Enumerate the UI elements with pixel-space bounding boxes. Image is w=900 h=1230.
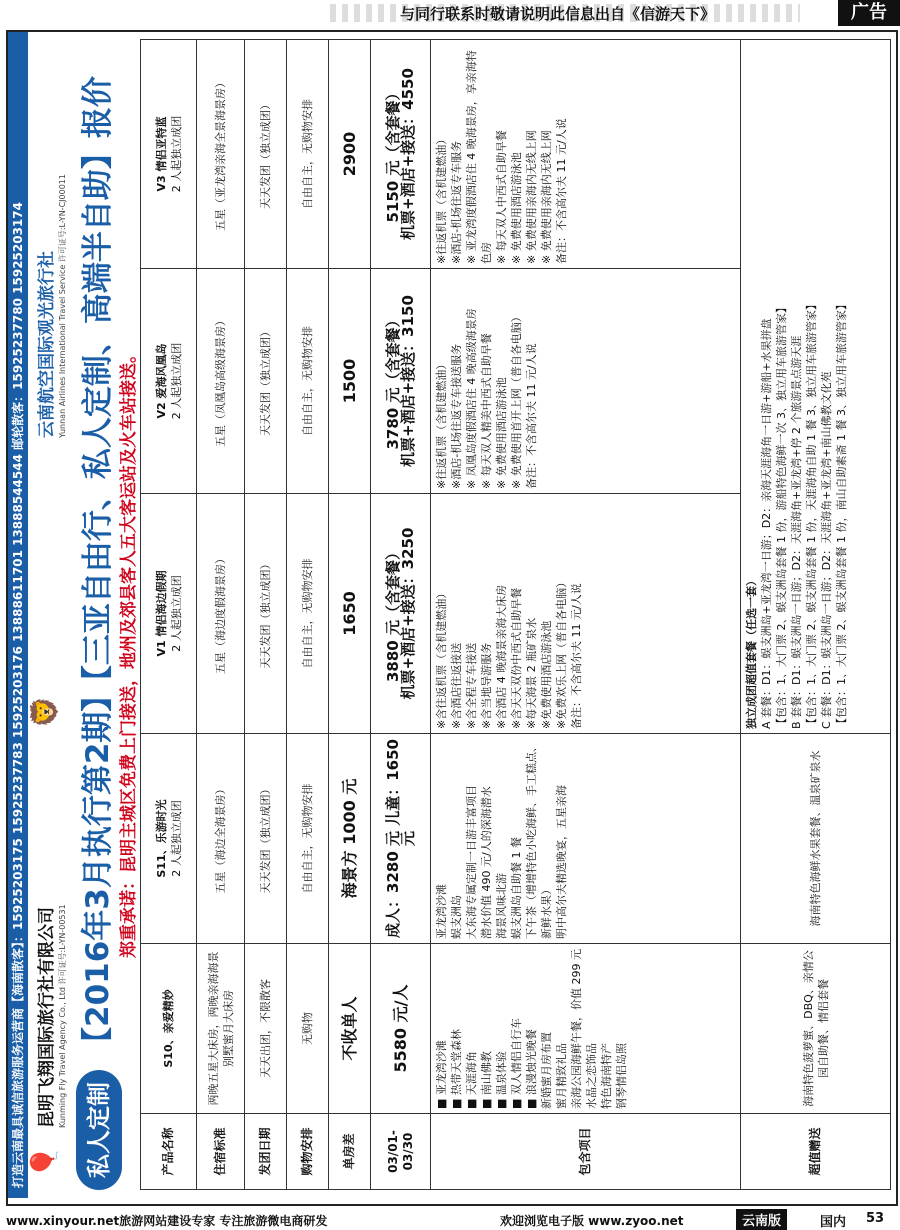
price-alt: 机票+酒店+接送：3250: [398, 527, 417, 700]
rotated-content: [8, 32, 892, 1198]
gift-cell: 海南特色海鲜水果套餐、温泉矿泉水: [741, 734, 891, 944]
list-item: ※含当地导游服务: [480, 642, 493, 729]
left-company-sub: Kunming Fly Travel Agency Co., Ltd 许可证号:L-YN-00531: [58, 904, 67, 1128]
list-item: ■ 天涯海角: [465, 1051, 478, 1109]
list-item: 【包含：1、大门票 2、蜈支洲岛套餐 1 份，南山自助素斋 1 餐 3、独立用车旅游管家】: [835, 299, 848, 729]
list-item: ※酒店-机场往返专车服务: [450, 140, 463, 264]
single-cell: 2900: [329, 40, 371, 269]
list-item: ※免费欢乐上网（普自各电脑）: [555, 576, 568, 729]
list-item: 蜈支洲岛: [450, 895, 463, 939]
promise-line: 郑重承诺：昆明主城区免费上门接送，地州及郊县客人五大客运站及火车站接送。: [119, 346, 139, 958]
shopping-cell: 自由自主，无购物安排: [287, 494, 329, 734]
row-label: 03/01-03/30: [371, 1114, 431, 1190]
price-cell: 成人：3280 元 儿童：1650 元: [371, 734, 431, 944]
table-row: [431, 40, 741, 1190]
list-item: ※ 免费使用亲海内无线上网: [540, 130, 553, 264]
list-item: ※含酒店 4 晚海景亲海大床房: [495, 584, 508, 729]
row-label: 超值赠送: [741, 1114, 891, 1190]
list-item: ※含往返机票（含机建燃油）: [435, 587, 448, 729]
page-title: 【2016年3月执行第2期】【三亚自由行、私人定制、高端半自助】报价: [80, 76, 116, 1058]
product-name: [141, 40, 197, 269]
list-item: 蜈支洲岛自助餐 1 餐: [510, 837, 523, 939]
list-item: ※ 每天双人中西式自助早餐: [495, 130, 508, 264]
price-main: 3780 元（含套餐）: [383, 312, 402, 450]
product-sub: 2 人起独立成团: [169, 342, 183, 420]
shopping-cell: 自由自主，无购物安排: [287, 40, 329, 269]
list-item: ※含全程专车接送: [465, 642, 478, 729]
top-notice: 与同行联系时敬请说明此信息出自《信游天下》: [400, 5, 716, 23]
date-cell: 天天发团（独立成团）: [245, 40, 287, 269]
row-label: 住宿标准: [197, 1114, 245, 1190]
product-name-text: S10、亲爱精妙: [162, 989, 175, 1068]
list-item: ※含天天双份中西式自助早餐: [510, 587, 523, 729]
header: [28, 32, 68, 1198]
footer-left: www.xinyour.net旅游网站建设专家 专注旅游微电商研发: [6, 1214, 328, 1228]
list-item: ■ 热带天堂森林: [450, 1029, 463, 1109]
items-cell: [431, 269, 741, 494]
footer: [0, 1208, 900, 1230]
items-cell: [431, 494, 741, 734]
product-name: [141, 734, 197, 944]
list-item: 【包含：1、大门票 2、蜈支洲岛套餐 1 份，游船特色海鲜一次 3、独立用车旅游管家】: [775, 302, 788, 729]
row-label: 产品名称: [141, 1114, 197, 1190]
list-item: A 套餐：D1：蜈支洲岛+亚龙湾一日游；D2：亲海天涯海角一日游+游船+水果拼盘: [760, 318, 773, 729]
price-cell: [371, 269, 431, 494]
product-name: [141, 944, 197, 1114]
table-row: [741, 40, 891, 1190]
list-item: ※ 免费使用酒店游泳池: [510, 152, 523, 264]
product-sub: 2 人起独立成团: [169, 575, 183, 652]
list-item: ■ 浪漫烛光晚餐: [525, 1029, 538, 1109]
product-sub: 2 人起独立成团: [169, 800, 183, 877]
table-row: [329, 40, 371, 1190]
list-item: 钢琴情侣岛照: [615, 1043, 628, 1109]
hotel-cell: 五星（凤凰岛高级海景房）: [197, 269, 245, 494]
list-item: ※酒店-机场往返专车接送服务: [450, 343, 463, 489]
list-item: 备注：不含高尔夫 11 元/人说: [525, 343, 538, 489]
items-cell: [431, 944, 741, 1114]
top-bar: [0, 0, 900, 24]
hotel-cell: 两晚五星大床房，两晚亲海海景别墅蜜月大床房: [197, 944, 245, 1114]
list-item: ■ 亚龙湾沙滩: [435, 1040, 448, 1109]
left-company-name: 昆明飞翔国际旅行社有限公司: [37, 907, 57, 1128]
ad-page: [6, 30, 898, 1206]
combo-cell: [741, 40, 891, 734]
list-item: ※ 免费使用酒店游泳池: [495, 377, 508, 489]
list-item: 【包含：1、大门票 2、蜈支洲岛套餐 1 份，天涯海角自助 1 餐 3、独立用车旅游管家】: [805, 299, 818, 729]
row-label: 购物安排: [287, 1114, 329, 1190]
list-item: C 套餐：D1：蜈支洲岛一日游；D2：天涯海角+亚龙湾+南山佛教文化苑: [820, 371, 833, 729]
list-item: 海景风味北游: [495, 873, 508, 939]
date-cell: 天天出团，不限散客: [245, 944, 287, 1114]
list-item: ※ 亚龙湾度假酒店住 4 晚海景房，享亲海特色房: [465, 50, 493, 264]
list-item: 大东海专属定制一日游丰富项目: [465, 785, 478, 939]
list-item: 特色海南特产: [600, 1043, 613, 1109]
shopping-cell: 自由自主，无购物安排: [287, 269, 329, 494]
hotel-cell: 五星（海边度假海景房）: [197, 494, 245, 734]
row-label: 单房差: [329, 1114, 371, 1190]
list-item: ■ 南山佛教: [480, 1051, 493, 1109]
table-row: [371, 40, 431, 1190]
price-cell: 5580 元/人: [371, 944, 431, 1114]
product-name: [141, 269, 197, 494]
travel-logo-icon: 🎈: [30, 1145, 60, 1178]
price-main: 5150 元（含套餐）: [383, 85, 402, 223]
table-row: [287, 40, 329, 1190]
date-cell: 天天发团（独立成团）: [245, 734, 287, 944]
row-label: 发团日期: [245, 1114, 287, 1190]
list-item: ■ 温泉体验: [495, 1051, 508, 1109]
product-name-text: V1 情侣海边假期: [154, 570, 168, 657]
section-label: 国内: [820, 1215, 847, 1230]
cartoon-icon: 🦁: [30, 695, 60, 728]
list-item: B 套餐：D1：蜈支洲岛一日游；D2：天涯海角+亚龙湾+停 2 个旅游景点游天涯: [790, 335, 803, 729]
right-company-logo: [32, 174, 67, 438]
right-company-name: 云南航空国际观光旅行社: [37, 251, 57, 438]
right-company-sub: Yunnan Airlines International Travel Service 许可证号:L-YN-CJ00011: [58, 174, 67, 438]
list-item: 下午茶（增增特色小吃海鲜、手工糕点、新鲜水果）: [525, 741, 553, 939]
date-cell: 天天发团（独立成团）: [245, 269, 287, 494]
list-item: 明中高尔夫精选晚宴，五星亲海: [555, 785, 568, 939]
contact-strip: 打造云南最具诚信旅游服务运营商【海南散客】：15925203175 15925237783 15925203176 13888611701 13888544544 邮轮散客：15925237780 15925203174: [8, 32, 28, 1198]
list-item: 亚龙湾沙滩: [435, 884, 448, 939]
shopping-cell: 无购物: [287, 944, 329, 1114]
edition-badge: 云南版: [736, 1209, 787, 1230]
price-cell: [371, 494, 431, 734]
table-row: [245, 40, 287, 1190]
footer-link[interactable]: 欢迎浏览电子版 www.zyoo.net: [500, 1214, 684, 1228]
list-item: ※含酒店往返接送: [450, 642, 463, 729]
price-alt: 机票+酒店+接送：3150: [398, 295, 417, 467]
product-name: [141, 494, 197, 734]
table-row: [141, 40, 197, 1190]
list-item: ※ 凤凰岛度假酒店住 4 晚高级海景房: [465, 308, 478, 489]
product-name-text: V3 情侣亚特蓝: [154, 116, 168, 192]
single-cell: 海景方 1000 元: [329, 734, 371, 944]
ad-label: 广告: [838, 0, 900, 26]
shopping-cell: 自由自主，无购物安排: [287, 734, 329, 944]
list-item: ※往返机票（含机建燃油）: [435, 133, 448, 264]
table-row: [197, 40, 245, 1190]
left-company-logo: [32, 904, 67, 1128]
list-item: ※ 每天双人精美中西式自助早餐: [480, 333, 493, 489]
row-label: 包含项目: [431, 1114, 741, 1190]
product-name-text: S11、乐游时光: [154, 799, 168, 878]
single-cell: 1650: [329, 494, 371, 734]
price-cell: [371, 40, 431, 269]
list-item: 备注：不含高尔夫 11 元/人说: [570, 583, 583, 729]
list-item: ※每天海景 2 瓶矿泉水: [525, 617, 538, 729]
single-cell: 不收单人: [329, 944, 371, 1114]
single-cell: 1500: [329, 269, 371, 494]
list-item: 蜜月精致礼品: [555, 1043, 568, 1109]
hotel-cell: 五星（海边全海景房）: [197, 734, 245, 944]
list-item: ■ 双人情侣自行车: [510, 1018, 523, 1109]
list-item: 新婚蜜月房布置: [540, 1032, 553, 1109]
list-item: ※往返机票（含机建燃油）: [435, 358, 448, 489]
private-badge: 私人定制: [76, 1070, 122, 1190]
list-item: 水晶之恋饰品: [585, 1043, 598, 1109]
hotel-cell: 五星（亚龙湾亲海全景海景房）: [197, 40, 245, 269]
page-number: 53: [866, 1211, 885, 1226]
product-name-text: V2 爱海风凰岛: [154, 343, 168, 419]
price-alt: 机票+酒店+接送：4550: [398, 68, 417, 240]
combo-title: 独立成团超值套餐（任选一套）: [745, 575, 758, 729]
gift-cell: 海南特色菠萝蜜、DBQ、亲情公园自助餐、情侣套餐: [741, 944, 891, 1114]
date-cell: 天天发团（独立成团）: [245, 494, 287, 734]
product-sub: 2 人起独立成团: [169, 115, 183, 193]
list-item: ※免费使用酒店游泳池: [540, 620, 553, 729]
list-item: 潜水价值 490 元/人的深海潜水: [480, 786, 493, 939]
price-table: [140, 39, 891, 1190]
price-main: 3880 元（含套餐）: [383, 545, 402, 682]
list-item: 备注：不含高尔夫 11 元/人说: [555, 118, 568, 264]
list-item: ※ 免费使用首开上网（普自各电脑）: [510, 311, 523, 489]
list-item: ※ 免费使用亲海内无线上网: [525, 130, 538, 264]
items-cell: [431, 734, 741, 944]
items-cell: [431, 40, 741, 269]
list-item: 亲海公园海鲜午餐，价值 299 元: [570, 949, 583, 1109]
